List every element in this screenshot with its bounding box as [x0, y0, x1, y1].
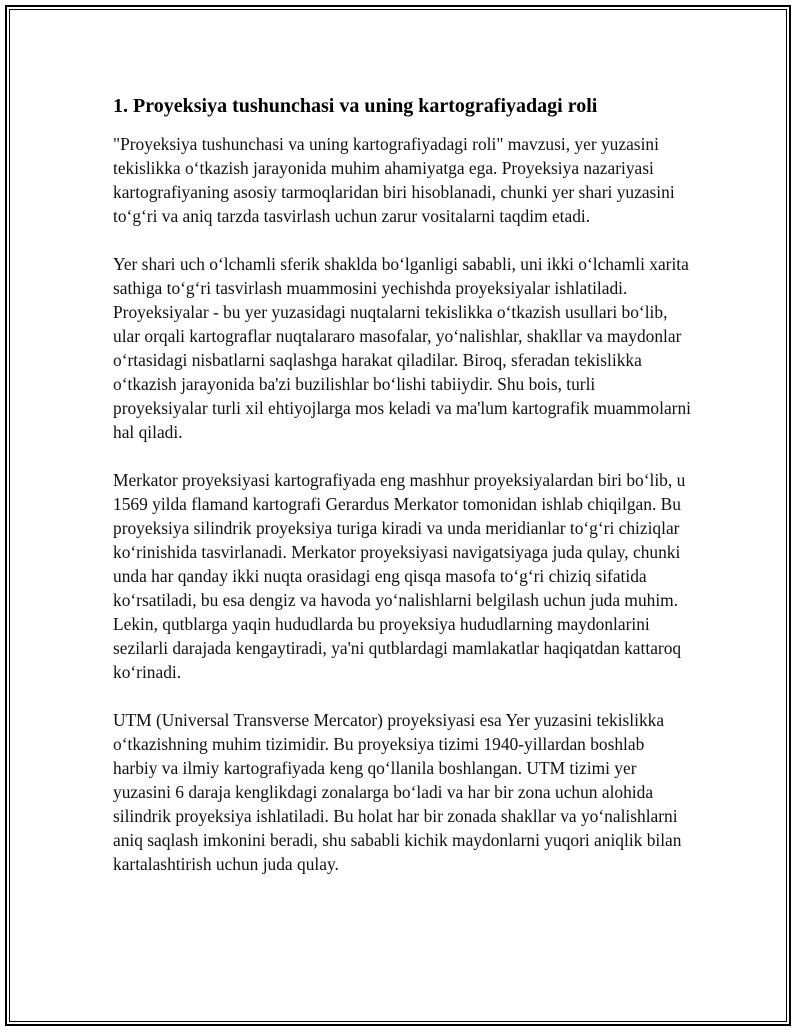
paragraph-utm: UTM (Universal Transverse Mercator) proyeksiyasi esa Yer yuzasini tekislikka oʻtkazishning muhim tizimidir. Bu proyeksiya tizimi 1940-yillardan boshlab harbiy va ilmiy kartografiyada keng qoʻllanila boshlangan. UTM tizimi yer yuzasini 6 daraja kenglikdagi zonalarga boʻladi va har bir zona uchun alohida silindrik proyeksiya ishlatiladi. Bu holat har bir zonada shakllar va yoʻnalishlarni aniq saqlash imkonini beradi, shu sababli kichik maydonlarni yuqori aniqlik bilan kartalashtirish uchun juda qulay. [113, 710, 682, 874]
section-heading: 1. Proyeksiya tushunchasi va uning kartografiyadagi roli [113, 95, 598, 117]
paragraph-mercator: Merkator proyeksiyasi kartografiyada eng mashhur proyeksiyalardan biri boʻlib, u 1569 yilda flamand kartografi Gerardus Merkator tomonidan ishlab chiqilgan. Bu proyeksiya silindrik proyeksiya turiga kiradi va unda meridianlar toʻgʻri chiziqlar koʻrinishida tasvirlanadi. Merkator proyeksiyasi navigatsiyaga juda qulay, chunki unda har qanday ikki nuqta orasidagi eng qisqa masofa toʻgʻri chiziq sifatida koʻrsatiladi, bu esa dengiz va havoda yoʻnalishlarni belgilash uchun juda muhim. Lekin, qutblarga yaqin hududlarda bu proyeksiya hududlarning maydonlarini sezilarli darajada kengaytiradi, ya'ni qutblardagi mamlakatlar haqiqatdan kattaroq koʻrinadi. [113, 470, 686, 682]
paragraph-projections: Yer shari uch oʻlchamli sferik shaklda boʻlganligi sababli, uni ikki oʻlchamli xarita sathiga toʻgʻri tasvirlash muammosini yechishda proyeksiyalar ishlatiladi. Proyeksiyalar - bu yer yuzasidagi nuqtalarni tekislikka oʻtkazish usullari boʻlib, ular orqali kartograflar nuqtalararo masofalar, yoʻnalishlar, shakllar va maydonlar oʻrtasidagi nisbatlarni saqlashga harakat qiladilar. Biroq, sferadan tekislikka oʻtkazish jarayonida ba'zi buzilishlar boʻlishi tabiiydir. Shu bois, turli proyeksiyalar turli xil ehtiyojlarga mos keladi va ma'lum kartografik muammolarni hal qiladi. [113, 254, 692, 442]
paragraph-intro: "Proyeksiya tushunchasi va uning kartografiyadagi roli" mavzusi, yer yuzasini tekislikka oʻtkazish jarayonida muhim ahamiyatga ega. Proyeksiya nazariyasi kartografiyaning asosiy tarmoqlaridan biri hisoblanadi, chunki yer shari yuzasini toʻgʻri va aniq tarzda tasvirlash uchun zarur vositalarni taqdim etadi. [113, 134, 675, 226]
document-body [113, 92, 693, 900]
